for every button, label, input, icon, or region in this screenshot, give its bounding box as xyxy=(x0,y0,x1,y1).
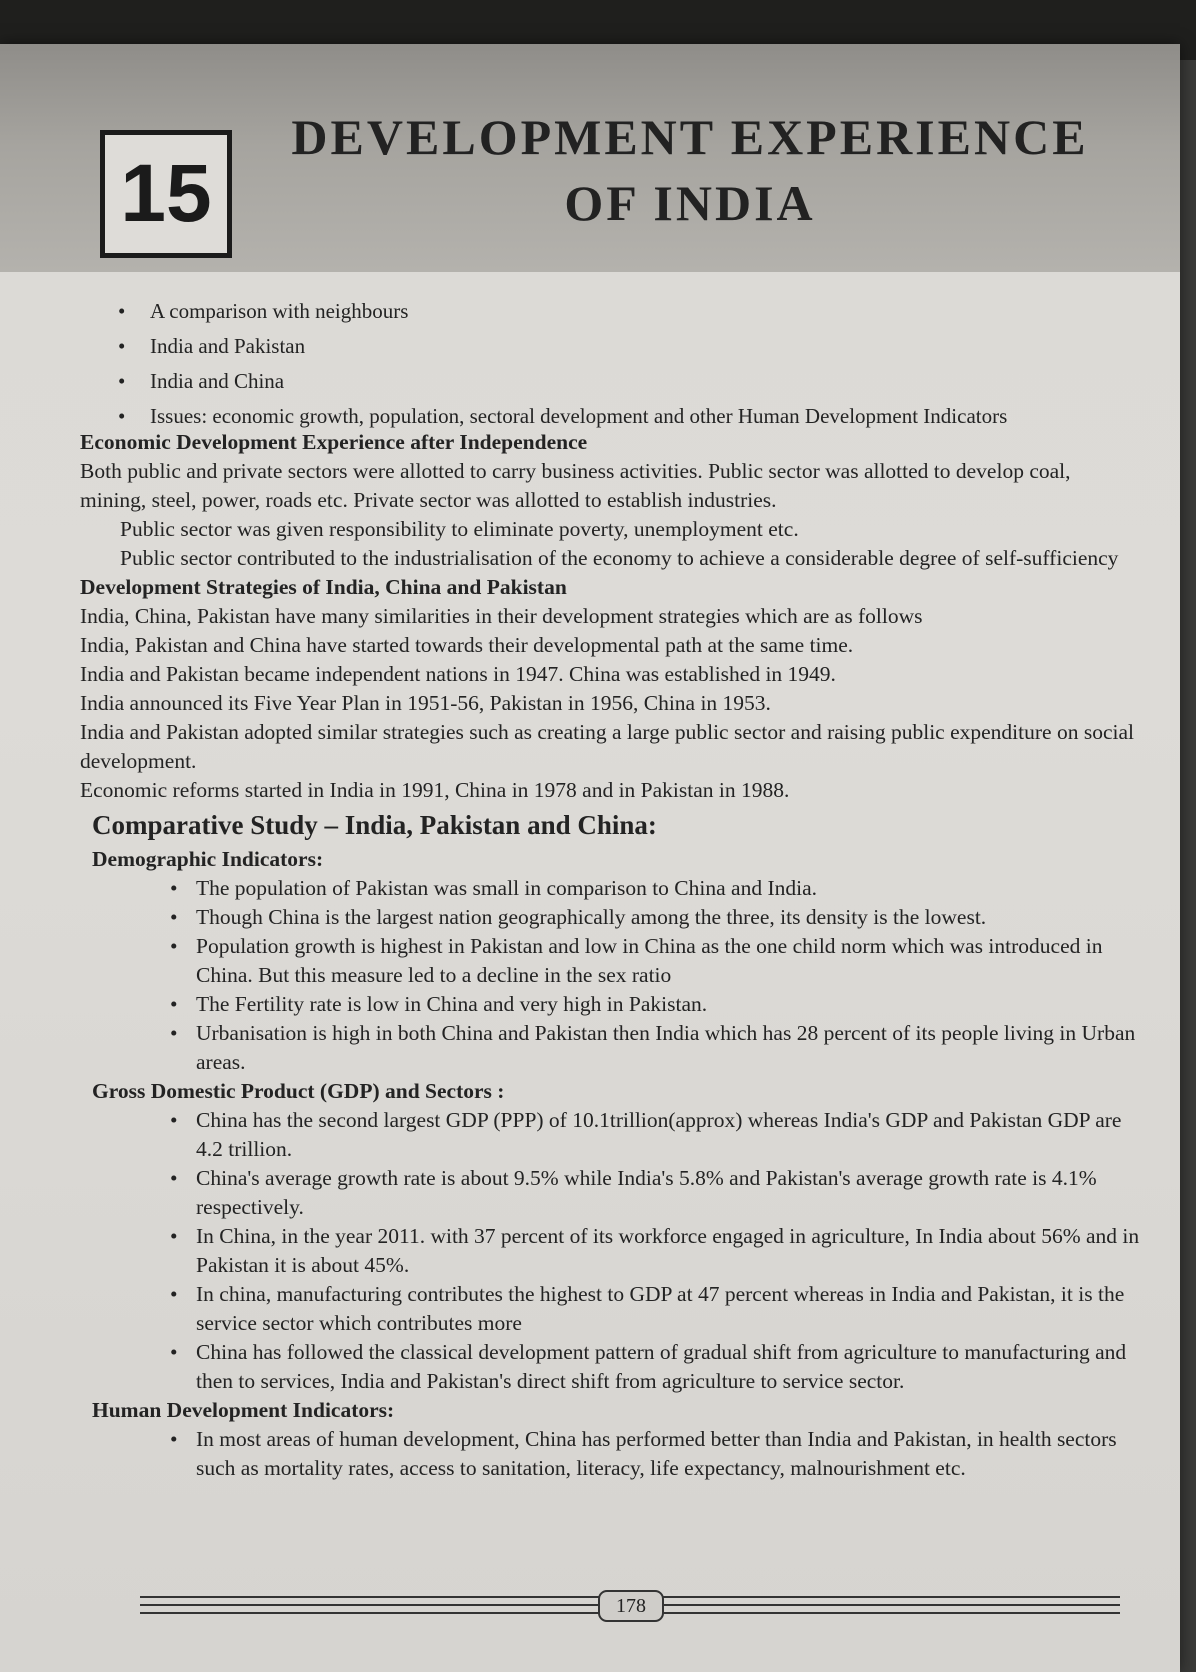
gdp-list xyxy=(80,1106,1140,1396)
chapter-title-line2: OF INDIA xyxy=(564,175,816,231)
main-content xyxy=(80,428,1140,1483)
book-page xyxy=(0,44,1180,1672)
human-development-list xyxy=(80,1425,1140,1483)
list-item: • In China, in the year 2011. with 37 percent of its workforce engaged in agriculture, In India about 56% and in Pakistan it is about 45%. xyxy=(170,1222,1140,1280)
gdp-heading: Gross Domestic Product (GDP) and Sectors : xyxy=(92,1079,505,1103)
list-item: • The Fertility rate is low in China and very high in Pakistan. xyxy=(170,990,1140,1019)
list-item: • In most areas of human development, China has performed better than India and Pakistan, in health sectors such as mortality rates, access to sanitation, literacy, life expectancy, malnourishment etc. xyxy=(170,1425,1140,1483)
section-heading-strategies: Development Strategies of India, China and Pakistan xyxy=(80,575,567,599)
list-item: • Urbanisation is high in both China and Pakistan then India which has 28 percent of its people living in Urban areas. xyxy=(170,1019,1140,1077)
paragraph: India announced its Five Year Plan in 1951-56, Pakistan in 1956, China in 1953. xyxy=(80,691,771,715)
list-item: • China has followed the classical development pattern of gradual shift from agriculture to manufacturing and then to services, India and Pakistan's direct shift from agriculture to service sector. xyxy=(170,1338,1140,1396)
paragraph: India and Pakistan adopted similar strategies such as creating a large public sector and raising public expenditure on social development. xyxy=(80,720,1134,773)
paragraph: Public sector was given responsibility to eliminate poverty, unemployment etc. xyxy=(120,517,799,541)
section-heading-economic: Economic Development Experience after Independence xyxy=(80,430,588,454)
paragraph: Public sector contributed to the industrialisation of the economy to achieve a considerable degree of self-sufficiency xyxy=(120,546,1119,570)
chapter-header xyxy=(0,44,1180,272)
paragraph: India and Pakistan became independent nations in 1947. China was established in 1949. xyxy=(80,662,836,686)
demographic-list xyxy=(80,874,1140,1077)
paragraph: Both public and private sectors were allotted to carry business activities. Public sector was allotted to develop coal, mining, steel, power, roads etc. Private sector was allotted to establish industries. xyxy=(80,459,1071,512)
page-footer xyxy=(140,1590,1120,1620)
list-item: • China has the second largest GDP (PPP) of 10.1trillion(approx) whereas India's GDP and Pakistan GDP are 4.2 trillion. xyxy=(170,1106,1140,1164)
list-item: • Population growth is highest in Pakistan and low in China as the one child norm which was introduced in China. But this measure led to a decline in the sex ratio xyxy=(170,932,1140,990)
list-item: • Though China is the largest nation geographically among the three, its density is the lowest. xyxy=(170,903,1140,932)
topic-item: • India and Pakistan xyxy=(118,329,1007,364)
list-item: • The population of Pakistan was small in comparison to China and India. xyxy=(170,874,1140,903)
paragraph: India, Pakistan and China have started towards their developmental path at the same time. xyxy=(80,633,854,657)
topic-item: • A comparison with neighbours xyxy=(118,294,1007,329)
comparative-study-heading: Comparative Study – India, Pakistan and China: xyxy=(92,810,657,840)
topic-item: • India and China xyxy=(118,364,1007,399)
paragraph: Economic reforms started in India in 1991, China in 1978 and in Pakistan in 1988. xyxy=(80,778,790,802)
chapter-number: 15 xyxy=(120,148,212,239)
topic-item: • Issues: economic growth, population, sectoral development and other Human Development Indicators xyxy=(118,399,1007,434)
list-item: • In china, manufacturing contributes the highest to GDP at 47 percent whereas in India and Pakistan, it is the service sector which contributes more xyxy=(170,1280,1140,1338)
chapter-title xyxy=(280,104,1100,236)
demographic-heading: Demographic Indicators: xyxy=(92,847,324,871)
list-item: • China's average growth rate is about 9.5% while India's 5.8% and Pakistan's average growth rate is 4.1% respectively. xyxy=(170,1164,1140,1222)
human-development-heading: Human Development Indicators: xyxy=(92,1398,395,1422)
topic-list xyxy=(118,294,1007,434)
chapter-title-line1: DEVELOPMENT EXPERIENCE xyxy=(291,109,1089,165)
page-number: 178 xyxy=(598,1590,664,1622)
paragraph: India, China, Pakistan have many similarities in their development strategies which are as follows xyxy=(80,604,923,628)
chapter-number-box xyxy=(100,130,232,258)
